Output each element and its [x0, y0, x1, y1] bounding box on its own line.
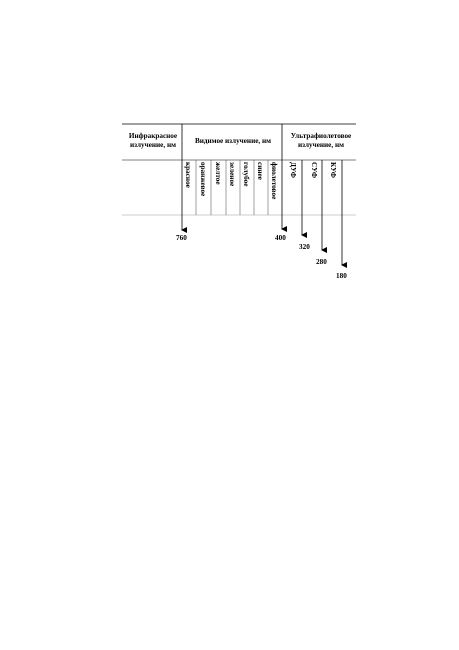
color-blue: синее [256, 162, 264, 180]
color-green: зеленое [228, 162, 236, 187]
uv-band-far: КУФ [329, 162, 337, 178]
color-yellow: желтое [214, 162, 222, 185]
uv-band-near: ДУФ [289, 162, 297, 178]
boundary-400: 400 [275, 234, 286, 242]
header-ultraviolet: Ультрафиолетовое излучение, нм [290, 132, 352, 149]
header-visible: Видимое излучение, нм [194, 137, 272, 145]
color-violet: фиолетовое [270, 162, 278, 200]
uv-band-mid: СУФ [310, 162, 318, 179]
boundary-180: 180 [336, 272, 347, 280]
color-orange: оранжевое [199, 162, 207, 197]
boundary-760: 760 [176, 234, 187, 242]
boundary-320: 320 [299, 243, 310, 251]
color-light-blue: голубое [242, 162, 250, 187]
color-red: красное [184, 162, 192, 188]
boundary-280: 280 [316, 258, 327, 266]
header-infrared: Инфракрасное излучение, нм [128, 132, 178, 149]
